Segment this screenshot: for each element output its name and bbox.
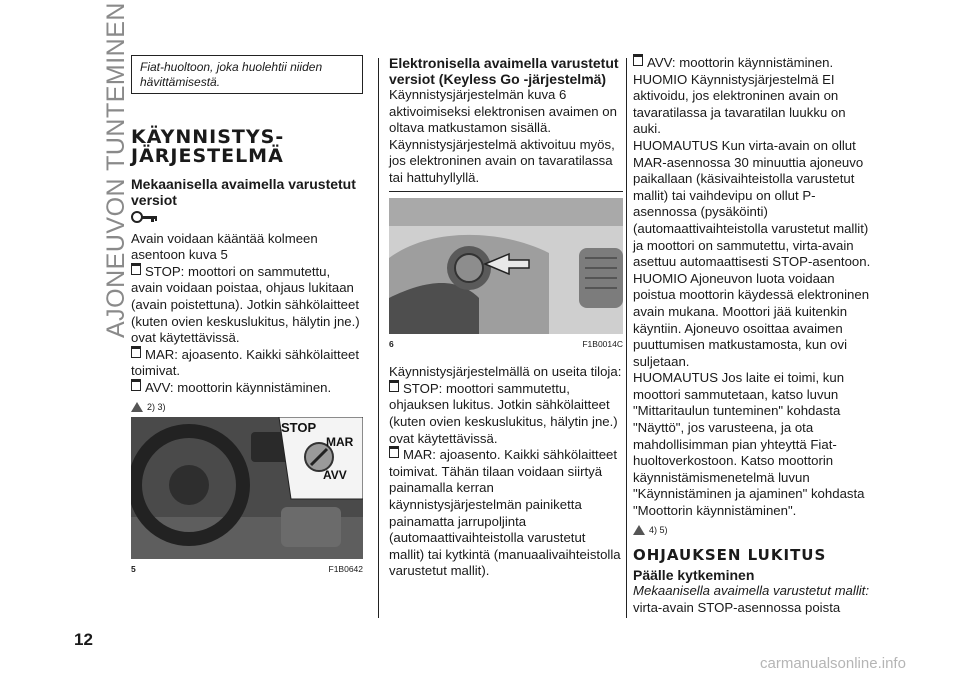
states-intro: Käynnistysjärjestelmällä on useita tiloja: bbox=[389, 364, 622, 380]
column-2 bbox=[389, 55, 623, 580]
column-divider bbox=[626, 58, 627, 618]
subheading-activation: Päälle kytkeminen bbox=[633, 567, 755, 584]
figure-6-start-button bbox=[389, 198, 623, 334]
state-stop bbox=[389, 381, 623, 447]
footer-watermark: carmanualsonline.info bbox=[760, 655, 906, 672]
key-icon bbox=[131, 209, 363, 230]
paragraph-1: HUOMIO Käynnistysjärjestelmä EI aktivoidu, jos elektroninen avain on tavaratilassa ja tavaratilan luukku on auki. bbox=[633, 71, 846, 137]
figure-number: 5 bbox=[131, 564, 136, 575]
paragraph-3: HUOMIO Ajoneuvon luota voidaan poistua moottorin käydessä elektroninen avain mukana. Moottori jää kuitenkin käyntiin. Ajoneuvo osoittaa avaimen puuttumisen matkustamosta, kun ovi suljetaan. bbox=[633, 270, 870, 369]
key-bullet-icon bbox=[633, 54, 643, 66]
column-divider bbox=[378, 58, 379, 618]
note-box: Fiat-huoltoon, joka huolehtii niiden hävittämisestä. bbox=[131, 55, 363, 94]
last-line: virta-avain STOP-asennossa poista bbox=[633, 599, 841, 615]
figure-caption bbox=[389, 336, 623, 353]
side-chapter-title bbox=[58, 2, 130, 338]
state-avv-text: AVV: moottorin käynnistäminen. bbox=[647, 55, 834, 70]
warning-refs-text: 2) 3) bbox=[147, 401, 166, 412]
italic-line: Mekaanisella avaimella varustetut mallit: bbox=[633, 583, 870, 599]
intro-text: Avain voidaan kääntää kolmeen asentoon kuva 5 bbox=[131, 230, 318, 263]
state-mar bbox=[389, 447, 623, 580]
section-heading-line1: KÄYNNISTYS- bbox=[131, 126, 285, 148]
state-stop-text: STOP: moottori on sammutettu, avain voidaan poistaa, ohjaus lukitaan (avain poistettuna). Jotkin sähkölaitteet (kuten ovien keskuslukitus, hälytin jne.) ovat käytettävissä. bbox=[131, 263, 360, 346]
subheading-mechanical-key: Mekaanisella avaimella varustetut versiot bbox=[131, 176, 356, 208]
figure-code: F1B0014C bbox=[582, 338, 623, 349]
intro-text: Käynnistysjärjestelmän kuva 6 aktivoimiseksi elektronisen avaimen on oltava matkustamon sisällä. Käynnistysjärjestelmä aktivoituu myös, jos elektroninen avain on tavaratilassa tai hattuhyllyllä. bbox=[389, 87, 617, 185]
fig-label-stop: STOP bbox=[281, 420, 317, 436]
paragraph-4: HUOMAUTUS Jos laite ei toimi, kun moottori sammutetaan, katso luvun "Mittaritaulun tunteminen" kohdasta "Näyttö", jos varusteena, ja ota mahdollisimman pian yhteyttä Fiat-huoltoverkostoon. Katso moottorin käynnistämismenetelmä luvun "Käynnistäminen ja ajaminen" kohdasta "Moottorin käynnistäminen". bbox=[633, 370, 865, 519]
section-heading-steering-lock: OHJAUKSEN LUKITUS bbox=[633, 546, 827, 565]
key-bullet-icon bbox=[389, 380, 399, 392]
figure-caption bbox=[131, 561, 363, 578]
state-stop bbox=[131, 264, 363, 347]
warning-icon bbox=[633, 525, 645, 535]
warning-refs bbox=[131, 399, 363, 416]
state-avv-text: AVV: moottorin käynnistäminen. bbox=[145, 379, 332, 395]
state-mar bbox=[131, 347, 363, 380]
warning-refs bbox=[633, 522, 873, 539]
side-chapter-title-text: AJONEUVON TUNTEMINEN bbox=[102, 2, 130, 338]
state-stop-text: STOP: moottori sammutettu, ohjauksen lukitus. Jotkin sähkölaitteet (kuten ovien keskuslukitus, hälytin jne.) ovat käytettävissä. bbox=[389, 380, 618, 446]
section-heading bbox=[131, 128, 363, 166]
key-bullet-icon bbox=[131, 379, 141, 391]
warning-refs-text: 4) 5) bbox=[649, 524, 668, 535]
key-bullet-icon bbox=[389, 446, 399, 458]
fig-label-avv: AVV bbox=[323, 468, 347, 483]
paragraph-2: HUOMAUTUS Kun virta-avain on ollut MAR-asennossa 30 minuuttia ajoneuvo paikallaan (käsivaihteistolla varustetut mallit) tai vaihdevipu on ollut P-asennossa (pysäköinti) (automaattivaihteistolla varustetut mallit) ja moottori on sammutettu, virta-avain asettuu automaattisesti STOP-asentoon. bbox=[633, 137, 871, 270]
figure-5-ignition bbox=[131, 417, 363, 559]
subheading-keyless: Elektronisella avaimella varustetut versiot (Keyless Go -järjestelmä) bbox=[389, 55, 619, 87]
warning-icon bbox=[131, 402, 143, 412]
section-heading-line2: JÄRJESTELMÄ bbox=[131, 145, 284, 167]
state-mar-text: MAR: ajoasento. Kaikki sähkölaitteet toimivat. Tähän tilaan voidaan siirtyä painamalla kerran käynnistysjärjestelmän painiketta painamatta jarrupoljinta (automaattivaihteistolla varustetut mallit) tai kytkintä (manuaalivaihteistolla varustetut mallit). bbox=[389, 447, 621, 579]
page-number: 12 bbox=[74, 630, 93, 649]
column-1 bbox=[131, 55, 363, 578]
key-bullet-icon bbox=[131, 346, 141, 358]
figure-top-rule bbox=[389, 191, 623, 192]
column-3 bbox=[633, 55, 873, 616]
figure-code: F1B0642 bbox=[328, 564, 363, 575]
state-mar-text: MAR: ajoasento. Kaikki sähkölaitteet toimivat. bbox=[131, 346, 360, 379]
figure-number: 6 bbox=[389, 338, 394, 349]
state-avv bbox=[633, 55, 873, 72]
fig-label-mar: MAR bbox=[326, 435, 354, 450]
state-avv bbox=[131, 380, 363, 397]
key-bullet-icon bbox=[131, 263, 141, 275]
